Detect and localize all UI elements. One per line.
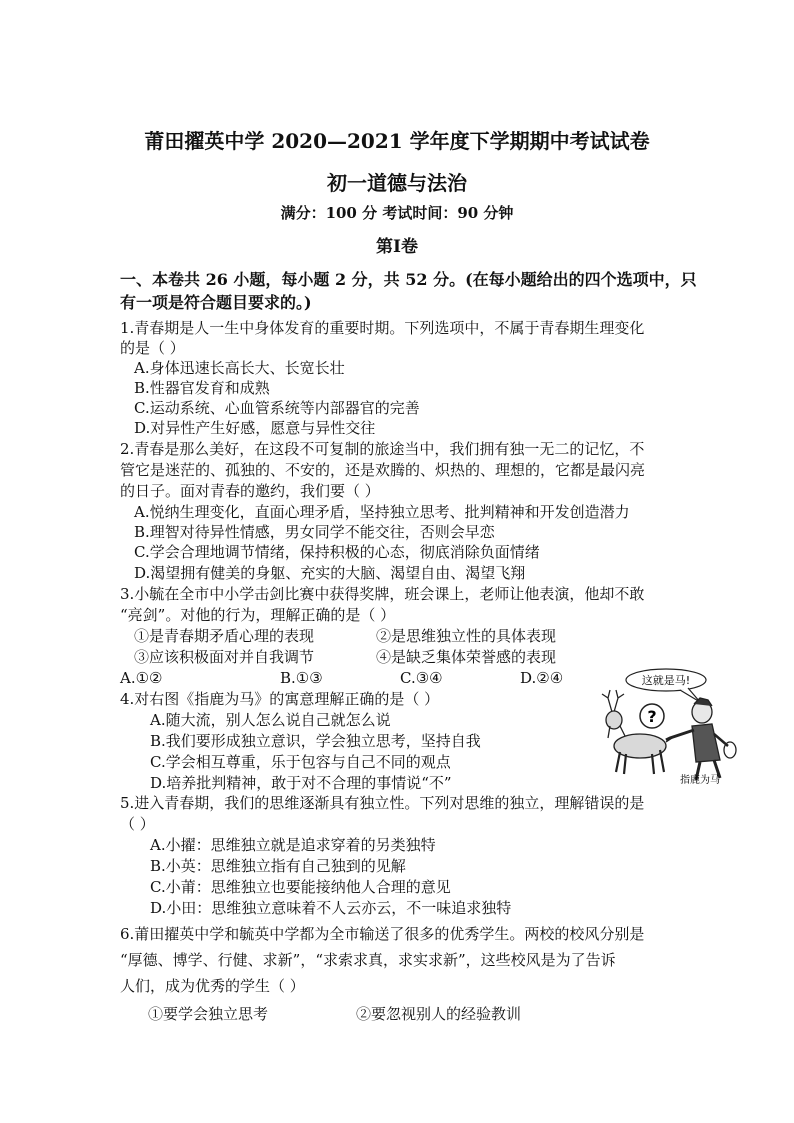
q3-statement-1: ①是青春期矛盾心理的表现	[134, 627, 315, 645]
q3-statement-2: ②是思维独立性的具体表现	[376, 627, 557, 645]
q5-stem-line1: 5.进入青春期，我们的思维逐渐具有独立性。下列对思维的独立，理解错误的是	[120, 794, 645, 812]
q3-stem-line2: “亮剑”。对他的行为，理解正确的是（ ）	[120, 606, 396, 624]
deer-horse-cartoon	[596, 668, 742, 786]
q1-option-b: B.性器官发育和成熟	[134, 379, 270, 397]
q3-option-c: C.③④	[400, 669, 443, 687]
section-instruction-line2: 有一项是符合题目要求的。)	[120, 293, 312, 312]
q6-stem-line1: 6.莆田擢英中学和毓英中学都为全市输送了很多的优秀学生。两校的校风分别是	[120, 925, 645, 943]
q1-option-c: C.运动系统、心血管系统等内部器官的完善	[134, 399, 420, 417]
q6-statement-2: ②要忽视别人的经验教训	[356, 1005, 522, 1023]
q6-stem-line3: 人们，成为优秀的学生（ ）	[120, 977, 305, 995]
q2-stem-line3: 的日子。面对青春的邀约，我们要（ ）	[120, 482, 380, 500]
q4-stem: 4.对右图《指鹿为马》的寓意理解正确的是（ ）	[120, 690, 440, 708]
q2-stem-line2: 管它是迷茫的、孤独的、不安的，还是欢腾的、炽热的、理想的，它都是最闪亮	[120, 461, 646, 479]
q3-option-b: B.①③	[280, 669, 323, 687]
q1-option-d: D.对异性产生好感，愿意与异性交往	[134, 419, 376, 437]
question-mark: ?	[647, 707, 657, 726]
q1-stem-line2: 的是（ ）	[120, 339, 185, 357]
q4-option-b: B.我们要形成独立意识，学会独立思考，坚持自我	[150, 732, 481, 750]
subject-title: 初一道德与法治	[327, 171, 467, 195]
q6-statement-1: ①要学会独立思考	[148, 1005, 269, 1023]
q3-option-a: A.①②	[120, 669, 163, 687]
exam-title: 莆田擢英中学 2020—2021 学年度下学期期中考试试卷	[144, 129, 650, 153]
speech-bubble-tail	[680, 688, 700, 702]
q3-statement-3: ③应该积极面对并自我调节	[134, 648, 315, 666]
man-icon	[666, 698, 736, 780]
q4-option-c: C.学会相互尊重，乐于包容与自己不同的观点	[150, 753, 451, 771]
q5-option-a: A.小擢：思维独立就是追求穿着的另类独特	[150, 836, 436, 854]
q2-option-d: D.渴望拥有健美的身躯、充实的大脑、渴望自由、渴望飞翔	[134, 564, 526, 582]
q3-statement-4: ④是缺乏集体荣誉感的表现	[376, 648, 557, 666]
q2-option-b: B.理智对待异性情感，男女同学不能交往，否则会早恋	[134, 523, 495, 541]
section-instruction-line1: 一、本卷共 26 小题，每小题 2 分，共 52 分。(在每小题给出的四个选项中，只	[120, 270, 697, 289]
q4-option-d: D.培养批判精神，敢于对不合理的事情说“不”	[150, 774, 452, 792]
volume-label: 第Ⅰ卷	[376, 237, 418, 257]
q3-option-d: D.②④	[520, 669, 564, 687]
q6-stem-line2: “厚德、博学、行健、求新”，“求索求真，求实求新”，这些校风是为了告诉	[120, 951, 616, 969]
deer-icon	[602, 690, 672, 774]
q3-stem-line1: 3.小毓在全市中小学击剑比赛中获得奖牌，班会课上，老师让他表演，他却不敢	[120, 585, 645, 603]
speech-text: 这就是马!	[641, 674, 691, 687]
q5-option-d: D.小田：思维独立意味着不人云亦云，不一味追求独特	[150, 899, 512, 917]
q5-option-c: C.小莆：思维独立也要能接纳他人合理的意见	[150, 878, 451, 896]
q5-option-b: B.小英：思维独立指有自己独到的见解	[150, 857, 406, 875]
q2-option-c: C.学会合理地调节情绪，保持积极的心态，彻底消除负面情绪	[134, 543, 540, 561]
q2-option-a: A.悦纳生理变化，直面心理矛盾，坚持独立思考、批判精神和开发创造潜力	[134, 503, 630, 521]
q4-option-a: A.随大流，别人怎么说自己就怎么说	[150, 711, 391, 729]
q5-stem-line2: （ ）	[120, 815, 155, 833]
q2-stem-line1: 2.青春是那么美好，在这段不可复制的旅途当中，我们拥有独一无二的记忆，不	[120, 440, 645, 458]
cartoon-caption: 指鹿为马	[680, 775, 720, 786]
q1-option-a: A.身体迅速长高长大、长宽长壮	[134, 359, 345, 377]
score-info: 满分：100 分 考试时间：90 分钟	[280, 204, 514, 222]
q1-stem-line1: 1.青春期是人一生中身体发育的重要时期。下列选项中，不属于青春期生理变化	[120, 319, 645, 337]
